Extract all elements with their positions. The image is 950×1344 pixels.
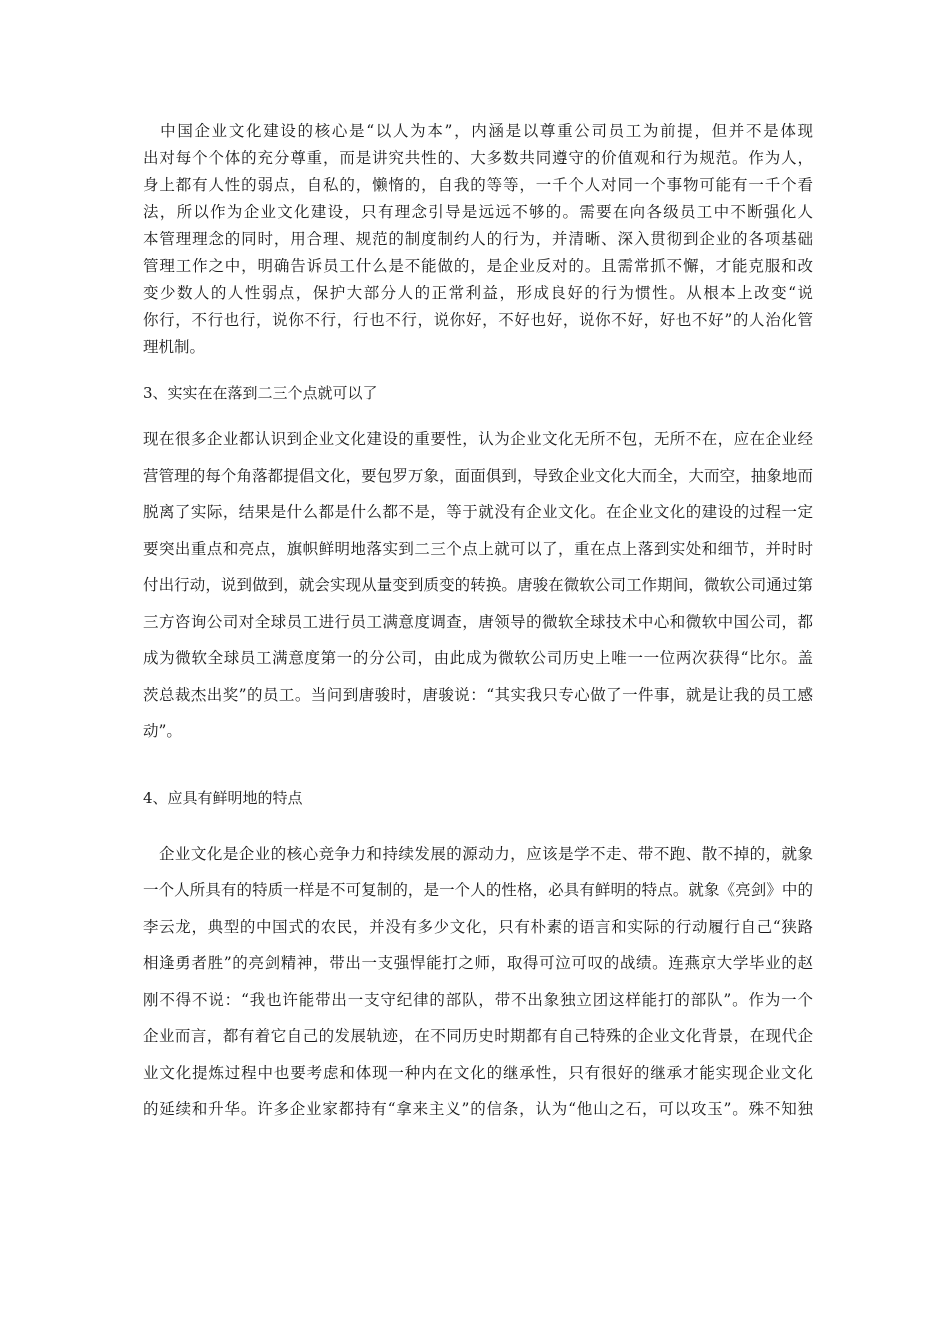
text-line: 相逢勇者胜”的亮剑精神，带出一支强悍能打之师，取得可泣可叹的战绩。连燕京大学毕业的赵 [143, 954, 813, 972]
text-line: 你行，不行也行，说你不行，行也不行，说你好，不好也好，说你不好，好也不好”的人治化管 [143, 311, 813, 329]
text-line: 法，所以作为企业文化建设，只有理念引导是远远不够的。需要在向各级员工中不断强化人 [143, 203, 813, 221]
section-heading-3: 3、实实在在落到二三个点就可以了 [143, 384, 378, 402]
paragraph-focus-points [143, 421, 813, 750]
text-line: 理机制。 [143, 338, 206, 356]
text-line: 中国企业文化建设的核心是“以人为本”，内涵是以尊重公司员工为前提，但并不是体现 [143, 122, 813, 140]
text-line: 三方咨询公司对全球员工进行员工满意度调查，唐领导的微软全球技术中心和微软中国公司，都 [143, 612, 813, 631]
text-line: 茨总裁杰出奖”的员工。当问到唐骏时，唐骏说：“其实我只专心做了一件事，就是让我的员工感 [143, 685, 813, 704]
text-line: 出对每个个体的充分尊重，而是讲究共性的、大多数共同遵守的价值观和行为规范。作为人， [143, 149, 813, 167]
text-line: 一个人所具有的特质一样是不可复制的，是一个人的性格，必具有鲜明的特点。就象《亮剑》中的 [143, 881, 813, 899]
text-line: 本管理理念的同时，用合理、规范的制度制约人的行为，并清晰、深入贯彻到企业的各项基础 [143, 230, 813, 248]
text-line: 业文化提炼过程中也要考虑和体现一种内在文化的继承性，只有很好的继承才能实现企业文化 [143, 1063, 813, 1082]
text-line: 成为微软全球员工满意度第一的分公司，由此成为微软公司历史上唯一一位两次获得“比尔。盖 [143, 649, 813, 667]
text-line: 现在很多企业都认识到企业文化建设的重要性，认为企业文化无所不包，无所不在，应在企业经 [143, 430, 813, 448]
text-line: 管理工作之中，明确告诉员工什么是不能做的，是企业反对的。且需常抓不懈，才能克服和改 [143, 257, 813, 275]
text-line: 企业文化是企业的核心竞争力和持续发展的源动力，应该是学不走、带不跑、散不掉的，就象 [143, 844, 813, 863]
paragraph-core-culture [143, 118, 813, 361]
document-page [143, 118, 813, 1128]
text-line: 付出行动，说到做到，就会实现从量变到质变的转换。唐骏在微软公司工作期间，微软公司通过第 [143, 576, 813, 594]
text-line: 企业而言，都有着它自己的发展轨迹，在不同历史时期都有自己特殊的企业文化背景，在现代企 [143, 1027, 813, 1045]
text-line: 脱离了实际，结果是什么都是什么都不是，等于就没有企业文化。在企业文化的建设的过程一定 [143, 503, 813, 521]
text-line: 要突出重点和亮点，旗帜鲜明地落实到二三个点上就可以了，重在点上落到实处和细节，并时时 [143, 539, 813, 558]
text-line: 动”。 [143, 722, 182, 740]
text-line: 的延续和升华。许多企业家都持有“拿来主义”的信条，认为“他山之石，可以攻玉”。殊不知独 [143, 1100, 813, 1118]
section-heading-4: 4、应具有鲜明地的特点 [143, 788, 303, 807]
text-line: 身上都有人性的弱点，自私的，懒惰的，自我的等等，一千个人对同一个事物可能有一千个看 [143, 176, 813, 194]
text-line: 营管理的每个角落都提倡文化，要包罗万象，面面俱到，导致企业文化大而全，大而空，抽象地而 [143, 466, 813, 485]
paragraph-distinct-features [143, 836, 813, 1128]
text-line: 刚不得不说：“我也许能带出一支守纪律的部队，带不出象独立团这样能打的部队”。作为一个 [143, 990, 813, 1009]
text-line: 变少数人的人性弱点，保护大部分人的正常利益，形成良好的行为惯性。从根本上改变“说 [143, 284, 813, 302]
text-line: 李云龙，典型的中国式的农民，并没有多少文化，只有朴素的语言和实际的行动履行自己“狭路 [143, 917, 813, 936]
